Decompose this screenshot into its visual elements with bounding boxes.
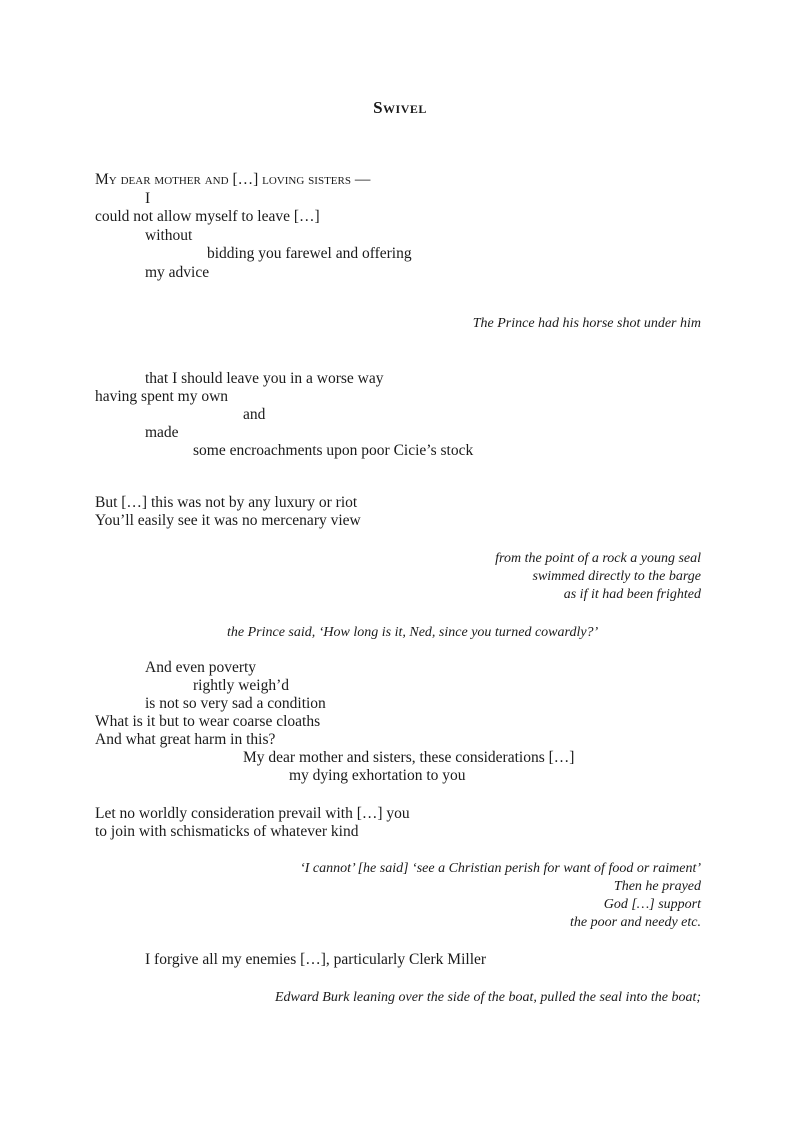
poem-line: without: [145, 227, 193, 244]
italic-line: as if it had been frighted: [563, 587, 701, 602]
poem-line: And even poverty: [145, 659, 257, 676]
italic-line: the poor and needy etc.: [569, 915, 701, 930]
poem-line: My dear mother and […] loving sisters —: [95, 171, 371, 188]
italic-line: The Prince had his horse shot under him: [472, 316, 701, 331]
italic-line: Then he prayed: [613, 879, 701, 894]
italic-line: from the point of a rock a young seal: [495, 551, 701, 566]
poem-line: I: [145, 190, 151, 207]
poem-line: having spent my own: [95, 388, 229, 405]
poem-line: My dear mother and sisters, these considerations […]: [243, 749, 575, 766]
italic-line: Edward Burk leaning over the side of the boat, pulled the seal into the boat;: [274, 990, 701, 1005]
poem-line: my dying exhortation to you: [289, 767, 466, 784]
poem-line: I forgive all my enemies […], particularly Clerk Miller: [145, 951, 487, 968]
poem-line: that I should leave you in a worse way: [145, 370, 384, 387]
poem-line: What is it but to wear coarse cloaths: [95, 713, 321, 730]
poem-line: Let no worldly consideration prevail with […] you: [95, 805, 410, 822]
poem-line: But […] this was not by any luxury or riot: [95, 494, 358, 511]
poem-line: and: [243, 406, 266, 423]
italic-line: swimmed directly to the barge: [532, 569, 701, 584]
poem-line: my advice: [145, 264, 210, 281]
italic-line: the Prince said, ‘How long is it, Ned, since you turned cowardly?’: [227, 625, 599, 640]
poem-line: is not so very sad a condition: [145, 695, 326, 712]
poem-line: to join with schismaticks of whatever kind: [95, 823, 359, 840]
poem-line: some encroachments upon poor Cicie’s stock: [193, 442, 474, 459]
italic-line: God […] support: [603, 897, 701, 912]
poem-line: You’ll easily see it was no mercenary view: [95, 512, 361, 529]
italic-line: ‘I cannot’ [he said] ‘see a Christian perish for want of food or raiment’: [300, 861, 701, 876]
poem-line: And what great harm in this?: [95, 731, 276, 748]
poem-line: bidding you farewel and offering: [207, 245, 412, 262]
poem-title: Swivel: [373, 98, 427, 117]
poem-line: made: [145, 424, 179, 441]
poem-line: could not allow myself to leave […]: [95, 208, 320, 225]
poem-line: rightly weigh’d: [193, 677, 289, 694]
